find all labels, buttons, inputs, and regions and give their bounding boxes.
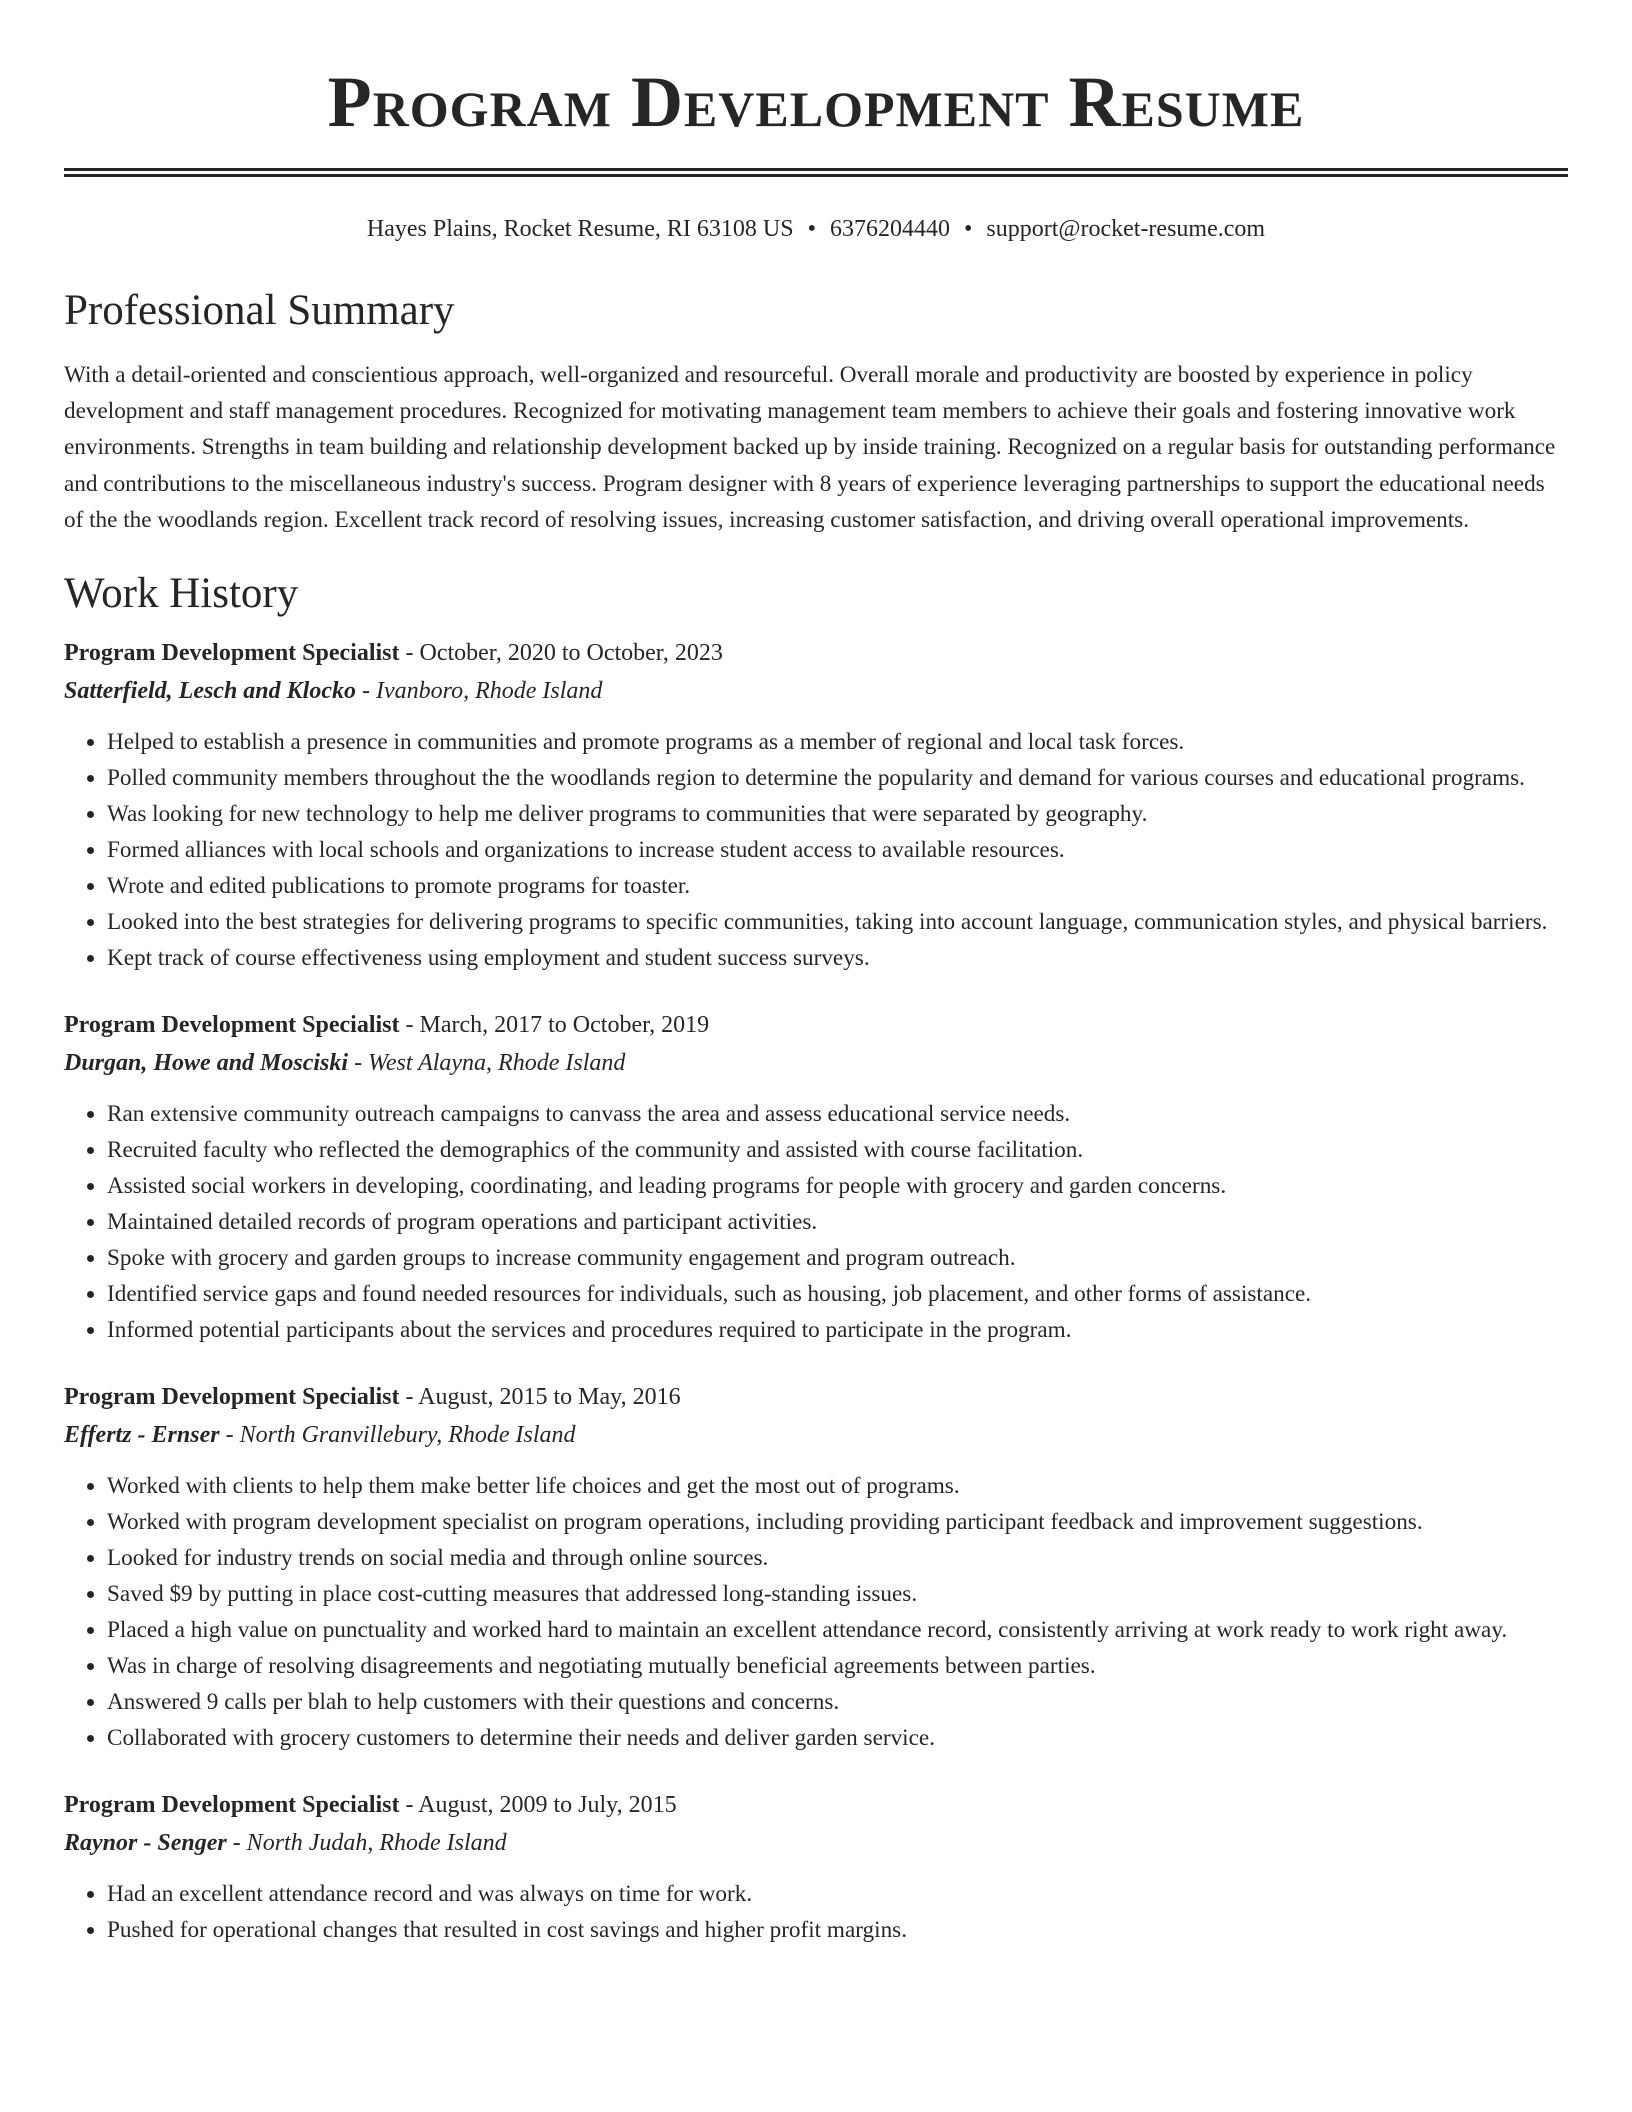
job-title-line	[64, 634, 1568, 672]
job-bullets	[64, 724, 1568, 976]
job-bullets	[64, 1096, 1568, 1348]
contact-separator: •	[963, 216, 973, 242]
list-item: • Was looking for new technology to help me deliver programs to communities that were separated by geography.	[107, 796, 1568, 832]
list-item: • Looked into the best strategies for delivering programs to specific communities, taking into account language, communication styles, and physical barriers.	[107, 904, 1568, 940]
job-entry-2	[64, 1006, 1568, 1348]
contact-separator: •	[807, 216, 816, 242]
job-title-line	[64, 1378, 1568, 1416]
list-item: • Placed a high value on punctuality and worked hard to maintain an excellent attendance record, consistently arriving at work ready to work right away.	[107, 1612, 1568, 1648]
list-item: • Formed alliances with local schools and organizations to increase student access to available resources.	[107, 832, 1568, 868]
contact-line	[64, 213, 1568, 245]
company-name: Effertz - Ernser	[64, 1422, 220, 1449]
job-bullets	[64, 1876, 1568, 1948]
company-line	[64, 1044, 1568, 1082]
list-item: • Was in charge of resolving disagreements and negotiating mutually beneficial agreements between parties.	[107, 1648, 1568, 1684]
title-divider	[64, 168, 1568, 177]
job-dates: - August, 2009 to July, 2015	[399, 1792, 677, 1819]
list-item: • Identified service gaps and found needed resources for individuals, such as housing, job placement, and other forms of assistance.	[107, 1276, 1568, 1312]
list-item: • Worked with clients to help them make better life choices and get the most out of programs.	[107, 1468, 1568, 1504]
company-name: Satterfield, Lesch and Klocko	[64, 678, 356, 705]
list-item: • Maintained detailed records of program operations and participant activities.	[107, 1204, 1568, 1240]
list-item: • Informed potential participants about the services and procedures required to participate in the program.	[107, 1312, 1568, 1348]
list-item: • Pushed for operational changes that resulted in cost savings and higher profit margins.	[107, 1912, 1568, 1948]
page-title: Program Development Resume	[327, 62, 1305, 142]
company-location: - Ivanboro, Rhode Island	[355, 678, 603, 705]
job-title: Program Development Specialist	[64, 1384, 400, 1411]
job-title: Program Development Specialist	[64, 1792, 400, 1819]
list-item: • Collaborated with grocery customers to determine their needs and deliver garden service.	[107, 1720, 1568, 1756]
job-dates: - March, 2017 to October, 2019	[399, 1012, 710, 1039]
contact-phone: 6376204440	[829, 216, 950, 242]
list-item: • Saved $9 by putting in place cost-cutting measures that addressed long-standing issues.	[107, 1576, 1568, 1612]
job-title: Program Development Specialist	[64, 1012, 400, 1039]
job-title: Program Development Specialist	[64, 640, 400, 667]
job-dates: - August, 2015 to May, 2016	[399, 1384, 681, 1411]
list-item: • Assisted social workers in developing, coordinating, and leading programs for people with grocery and garden concerns.	[107, 1168, 1568, 1204]
company-name: Durgan, Howe and Mosciski	[64, 1050, 349, 1077]
job-entry-4	[64, 1786, 1568, 1948]
list-item: • Helped to establish a presence in communities and promote programs as a member of regional and local task forces.	[107, 724, 1568, 760]
list-item: • Recruited faculty who reflected the demographics of the community and assisted with course facilitation.	[107, 1132, 1568, 1168]
list-item: • Answered 9 calls per blah to help customers with their questions and concerns.	[107, 1684, 1568, 1720]
list-item: • Polled community members throughout the the woodlands region to determine the popularity and demand for various courses and educational programs.	[107, 760, 1568, 796]
list-item: • Had an excellent attendance record and was always on time for work.	[107, 1876, 1568, 1912]
list-item: • Ran extensive community outreach campaigns to canvass the area and assess educational service needs.	[107, 1096, 1568, 1132]
job-title-line	[64, 1786, 1568, 1824]
list-item: • Kept track of course effectiveness using employment and student success surveys.	[107, 940, 1568, 976]
list-item: • Wrote and edited publications to promote programs for toaster.	[107, 868, 1568, 904]
job-entry-1	[64, 634, 1568, 976]
company-name: Raynor - Senger	[64, 1830, 227, 1857]
list-item: • Spoke with grocery and garden groups to increase community engagement and program outreach.	[107, 1240, 1568, 1276]
company-line	[64, 1416, 1568, 1454]
company-location: - North Judah, Rhode Island	[226, 1830, 507, 1857]
job-entry-3	[64, 1378, 1568, 1756]
company-line	[64, 1824, 1568, 1862]
summary-text: With a detail-oriented and conscientious approach, well-organized and resourceful. Overall morale and productivity are boosted by experience in policy development and staff management procedures. Recognized for motivating management team members to achieve their goals and fostering innovative work environments. Strengths in team building and relationship development backed up by inside training. Recognized on a regular basis for outstanding performance and contributions to the miscellaneous industry's success. Program designer with 8 years of experience leveraging partnerships to support the educational needs of the the woodlands region. Excellent track record of resolving issues, increasing customer satisfaction, and driving overall operational improvements.	[64, 362, 1556, 533]
company-location: - North Granvillebury, Rhode Island	[219, 1422, 576, 1449]
list-item: • Worked with program development specialist on program operations, including providing participant feedback and improvement suggestions.	[107, 1504, 1568, 1540]
job-title-line	[64, 1006, 1568, 1044]
list-item: • Looked for industry trends on social media and through online sources.	[107, 1540, 1568, 1576]
job-dates: - October, 2020 to October, 2023	[399, 640, 723, 667]
company-line	[64, 672, 1568, 710]
job-bullets	[64, 1468, 1568, 1756]
company-location: - West Alayna, Rhode Island	[348, 1050, 626, 1077]
summary-heading: Professional Summary	[64, 287, 455, 334]
work-history-heading: Work History	[64, 570, 299, 618]
contact-email: support@rocket-resume.com	[986, 216, 1266, 242]
contact-address: Hayes Plains, Rocket Resume, RI 63108 US	[366, 216, 794, 242]
